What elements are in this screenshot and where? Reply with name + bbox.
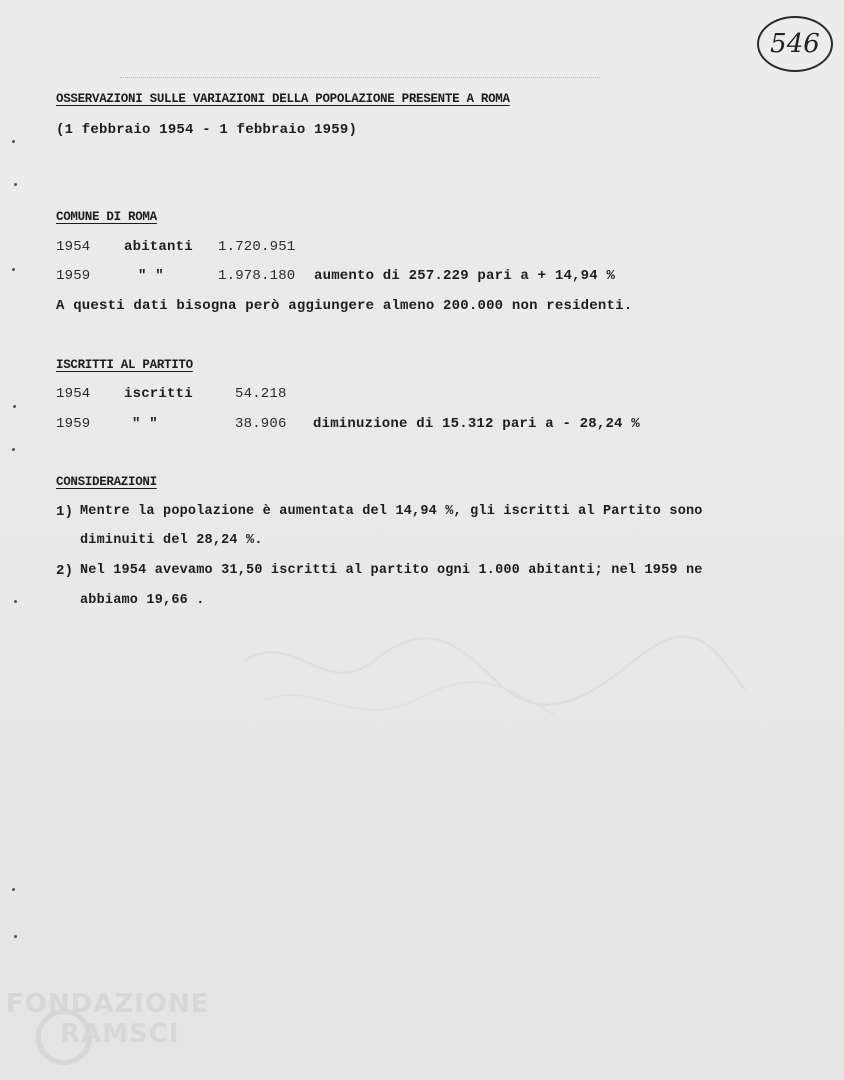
section-heading-comune: COMUNE DI ROMA	[56, 210, 157, 224]
bleed-through-handwriting	[235, 620, 755, 740]
margin-mark	[12, 888, 15, 891]
comune-value-1954: 1.720.951	[218, 239, 296, 255]
comune-change-1959: aumento di 257.229 pari a + 14,94 %	[314, 268, 616, 284]
margin-mark	[12, 140, 15, 143]
margin-mark	[13, 405, 16, 408]
consideration-1-line2: diminuiti del 28,24 %.	[80, 533, 263, 548]
comune-value-1959: 1.978.180	[218, 268, 296, 284]
consideration-1-line1: Mentre la popolazione è aumentata del 14,94 %, gli iscritti al Partito sono	[80, 504, 703, 519]
iscritti-year-1959: 1959	[56, 416, 91, 432]
iscritti-value-1954: 54.218	[235, 386, 287, 402]
iscritti-label-1959: " "	[132, 416, 158, 432]
margin-mark	[12, 448, 15, 451]
comune-label-1954: abitanti	[124, 239, 193, 255]
watermark-line-1: FONDAZIONE	[6, 989, 210, 1019]
margin-mark	[14, 183, 17, 186]
page-title: OSSERVAZIONI SULLE VARIAZIONI DELLA POPOLAZIONE PRESENTE A ROMA	[56, 92, 510, 106]
consideration-2-line1: Nel 1954 avevamo 31,50 iscritti al partito ogni 1.000 abitanti; nel 1959 ne	[80, 563, 703, 578]
comune-year-1954: 1954	[56, 239, 91, 255]
comune-label-1959: " "	[138, 268, 164, 284]
fondazione-gramsci-watermark	[2, 985, 212, 1075]
page-number: 546	[770, 29, 820, 59]
iscritti-year-1954: 1954	[56, 386, 91, 402]
iscritti-change-1959: diminuzione di 15.312 pari a - 28,24 %	[313, 416, 640, 432]
watermark-line-2: RAMSCI	[60, 1019, 180, 1049]
page-subtitle: (1 febbraio 1954 - 1 febbraio 1959)	[56, 122, 358, 138]
consideration-2-line2: abbiamo 19,66 .	[80, 593, 205, 608]
iscritti-label-1954: iscritti	[124, 386, 193, 402]
consideration-1-number: 1)	[56, 504, 74, 520]
section-heading-considerazioni: CONSIDERAZIONI	[56, 475, 157, 489]
margin-mark	[12, 268, 15, 271]
comune-remark: A questi dati bisogna però aggiungere almeno 200.000 non residenti.	[56, 298, 633, 314]
margin-mark	[14, 935, 17, 938]
comune-year-1959: 1959	[56, 268, 91, 284]
margin-mark	[14, 600, 17, 603]
iscritti-value-1959: 38.906	[235, 416, 287, 432]
faint-dotted-rule	[120, 77, 600, 78]
section-heading-iscritti: ISCRITTI AL PARTITO	[56, 358, 193, 372]
consideration-2-number: 2)	[56, 563, 74, 579]
page-number-stamp	[757, 16, 833, 72]
